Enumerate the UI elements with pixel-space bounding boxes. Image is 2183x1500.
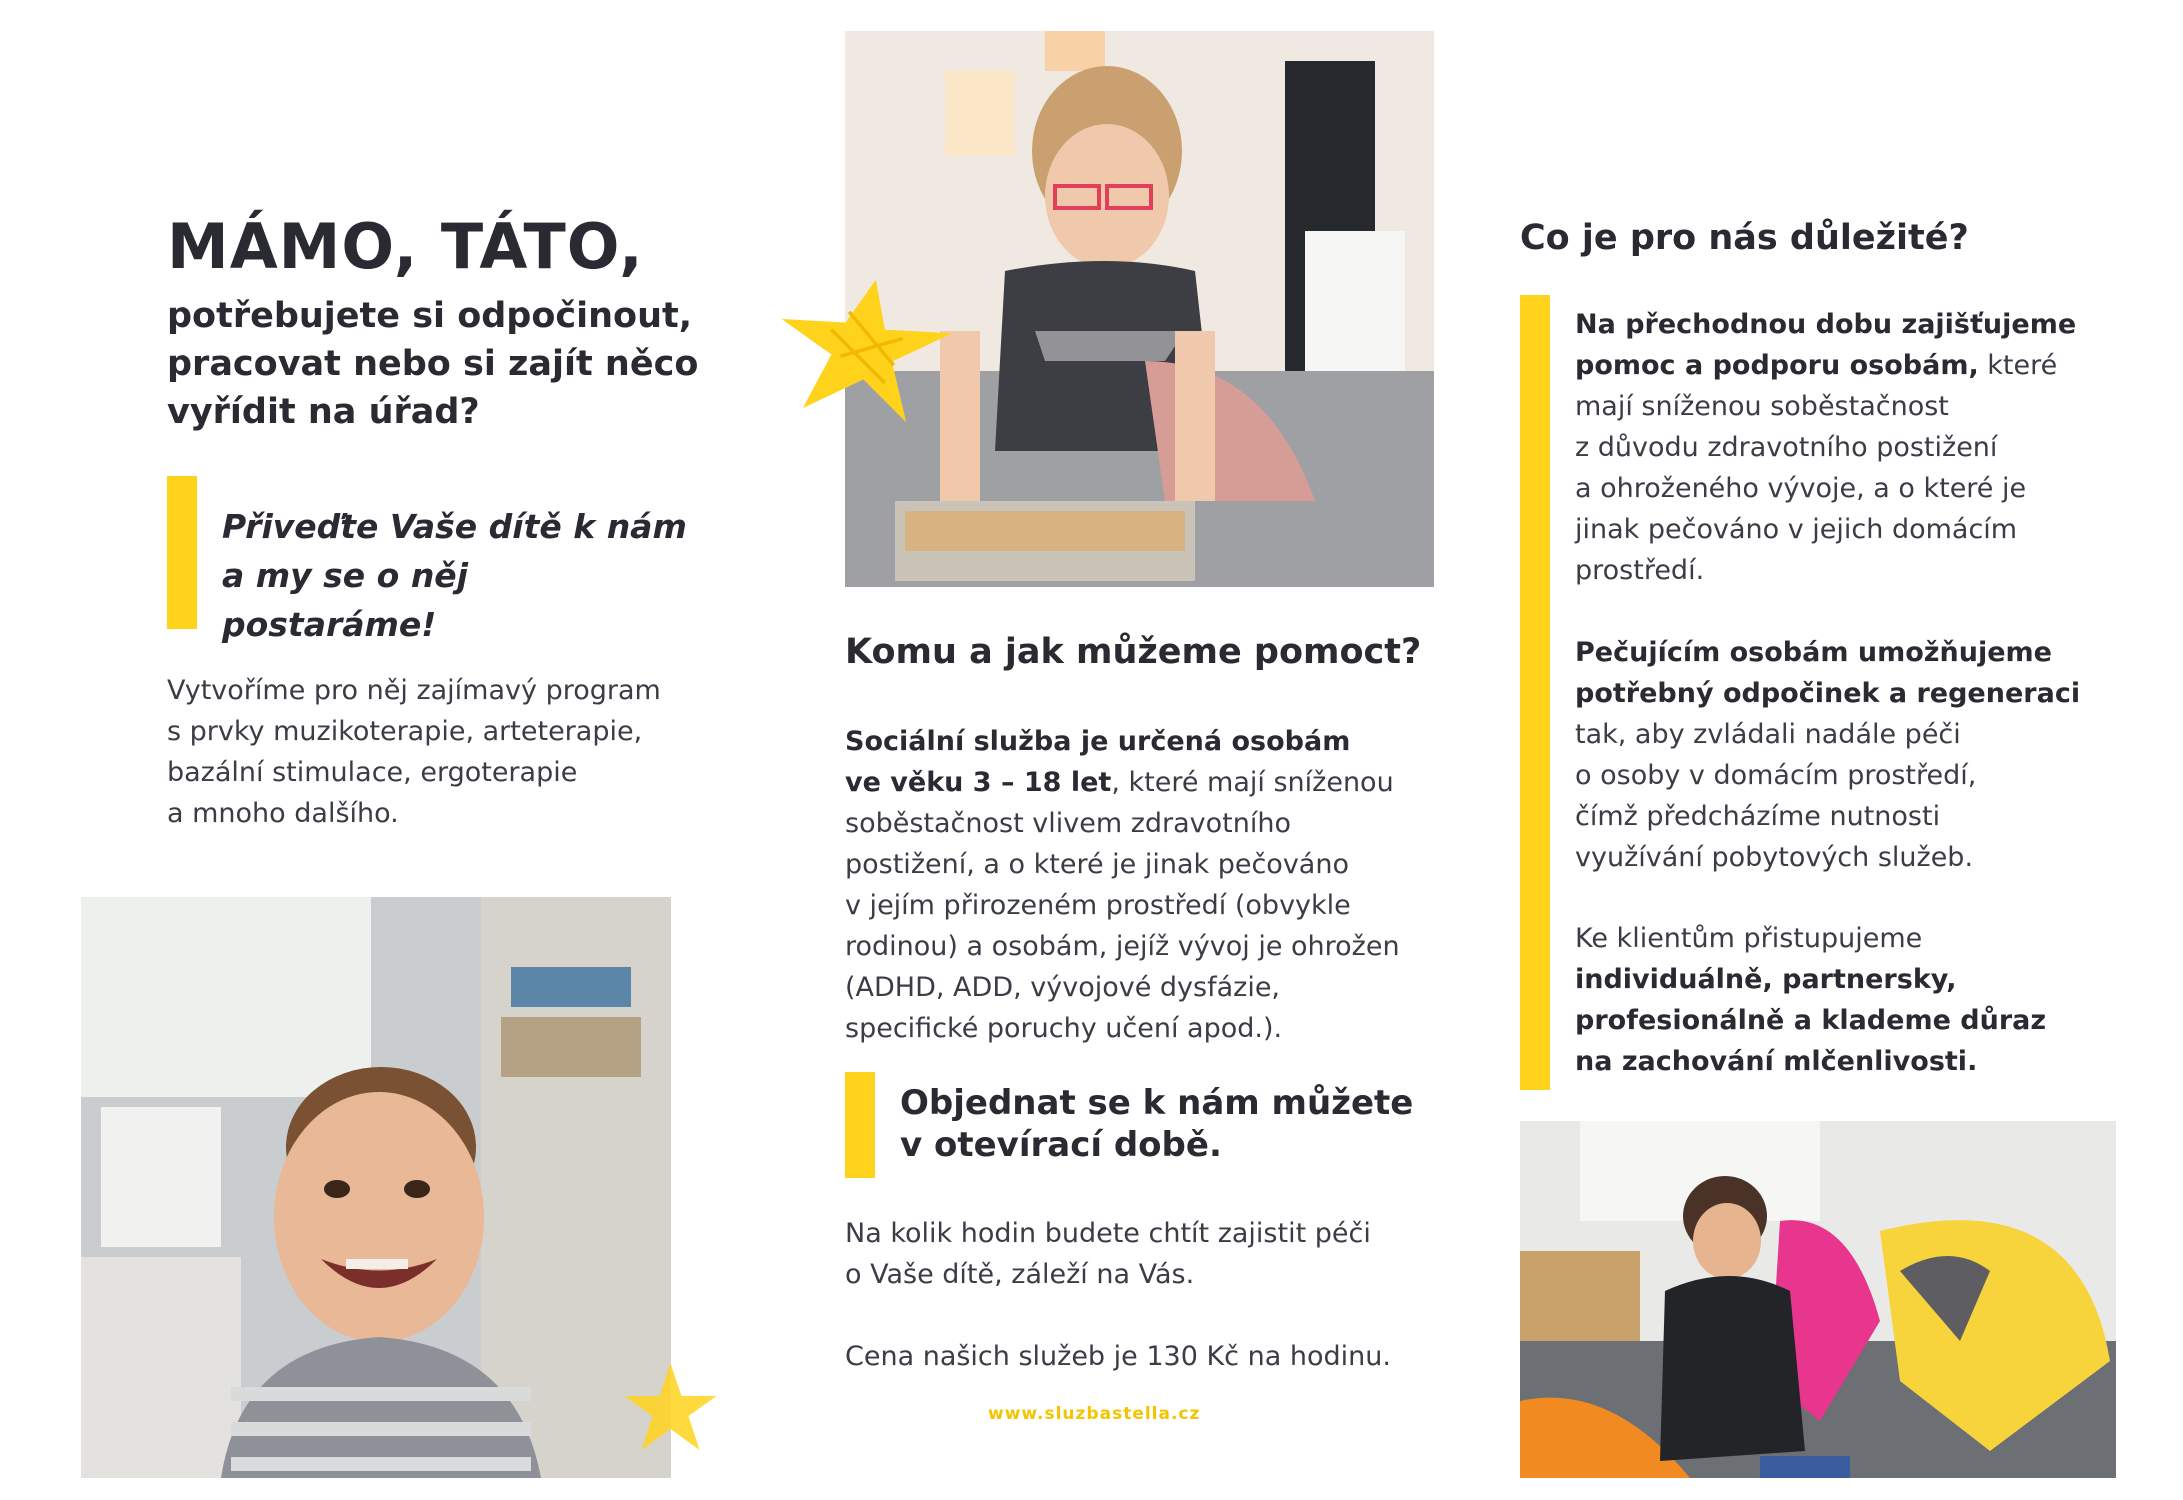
values-paragraph-2: Pečujícím osobám umožňujeme potřebný odpočinek a regeneraci tak, aby zvládali nadále péči o osoby v domácím prostředí, čímž předcházíme nutnosti využívání pobytových služeb. bbox=[1575, 637, 2081, 873]
section-heading-important: Co je pro nás důležité? bbox=[1520, 218, 1969, 258]
order-note: Objednat se k nám můžete v otevírací době. bbox=[900, 1083, 1414, 1165]
program-text: Vytvoříme pro něj zajímavý program s prvky muzikoterapie, arteterapie, bazální stimulace, ergoterapie a mnoho dalšího. bbox=[167, 675, 661, 829]
photo-child-pillows bbox=[1520, 1121, 2116, 1478]
section-heading-who: Komu a jak můžeme pomoct? bbox=[845, 632, 1422, 672]
values-paragraph-3: Ke klientům přistupujeme individuálně, partnersky, profesionálně a klademe důraz na zachování mlčenlivosti. bbox=[1575, 923, 2047, 1077]
star-decoration-icon bbox=[778, 276, 956, 426]
order-accent-bar bbox=[845, 1072, 875, 1178]
who-paragraph: Sociální služba je určená osobám ve věku 3 – 18 let, které mají sníženou soběstačnost vlivem zdravotního postižení, a o které je jinak pečováno v jejím přirozeném prostředí (obvykle rodinou) a osobám, jejíž vývoj je ohrožen (ADHD, ADD, vývojové dysfázie, specifické poruchy učení apod.). bbox=[845, 726, 1400, 1044]
star-decoration-icon bbox=[618, 1358, 723, 1458]
page-subtitle: potřebujete si odpočinout, pracovat nebo si zajít něco vyřídit na úřad? bbox=[167, 296, 699, 432]
quote-accent-bar bbox=[167, 476, 197, 629]
values-accent-bar bbox=[1520, 295, 1550, 1090]
photo-boy bbox=[81, 897, 671, 1478]
price-text: Cena našich služeb je 130 Kč na hodinu. bbox=[845, 1341, 1391, 1372]
page-title: MÁMO, TÁTO, bbox=[167, 210, 644, 283]
values-paragraph-1: Na přechodnou dobu zajišťujeme pomoc a podporu osobám, které mají sníženou soběstačnost z důvodu zdravotního postižení a ohroženého vývoje, a o které je jinak pečováno v jejich domácím prostředí. bbox=[1575, 309, 2077, 586]
hours-text: Na kolik hodin budete chtít zajistit péči o Vaše dítě, záleží na Vás. bbox=[845, 1218, 1371, 1290]
website-link[interactable]: www.sluzbastella.cz bbox=[988, 1404, 1201, 1424]
quote-text: Přiveďte Vaše dítě k nám a my se o něj postaráme! bbox=[222, 507, 687, 644]
